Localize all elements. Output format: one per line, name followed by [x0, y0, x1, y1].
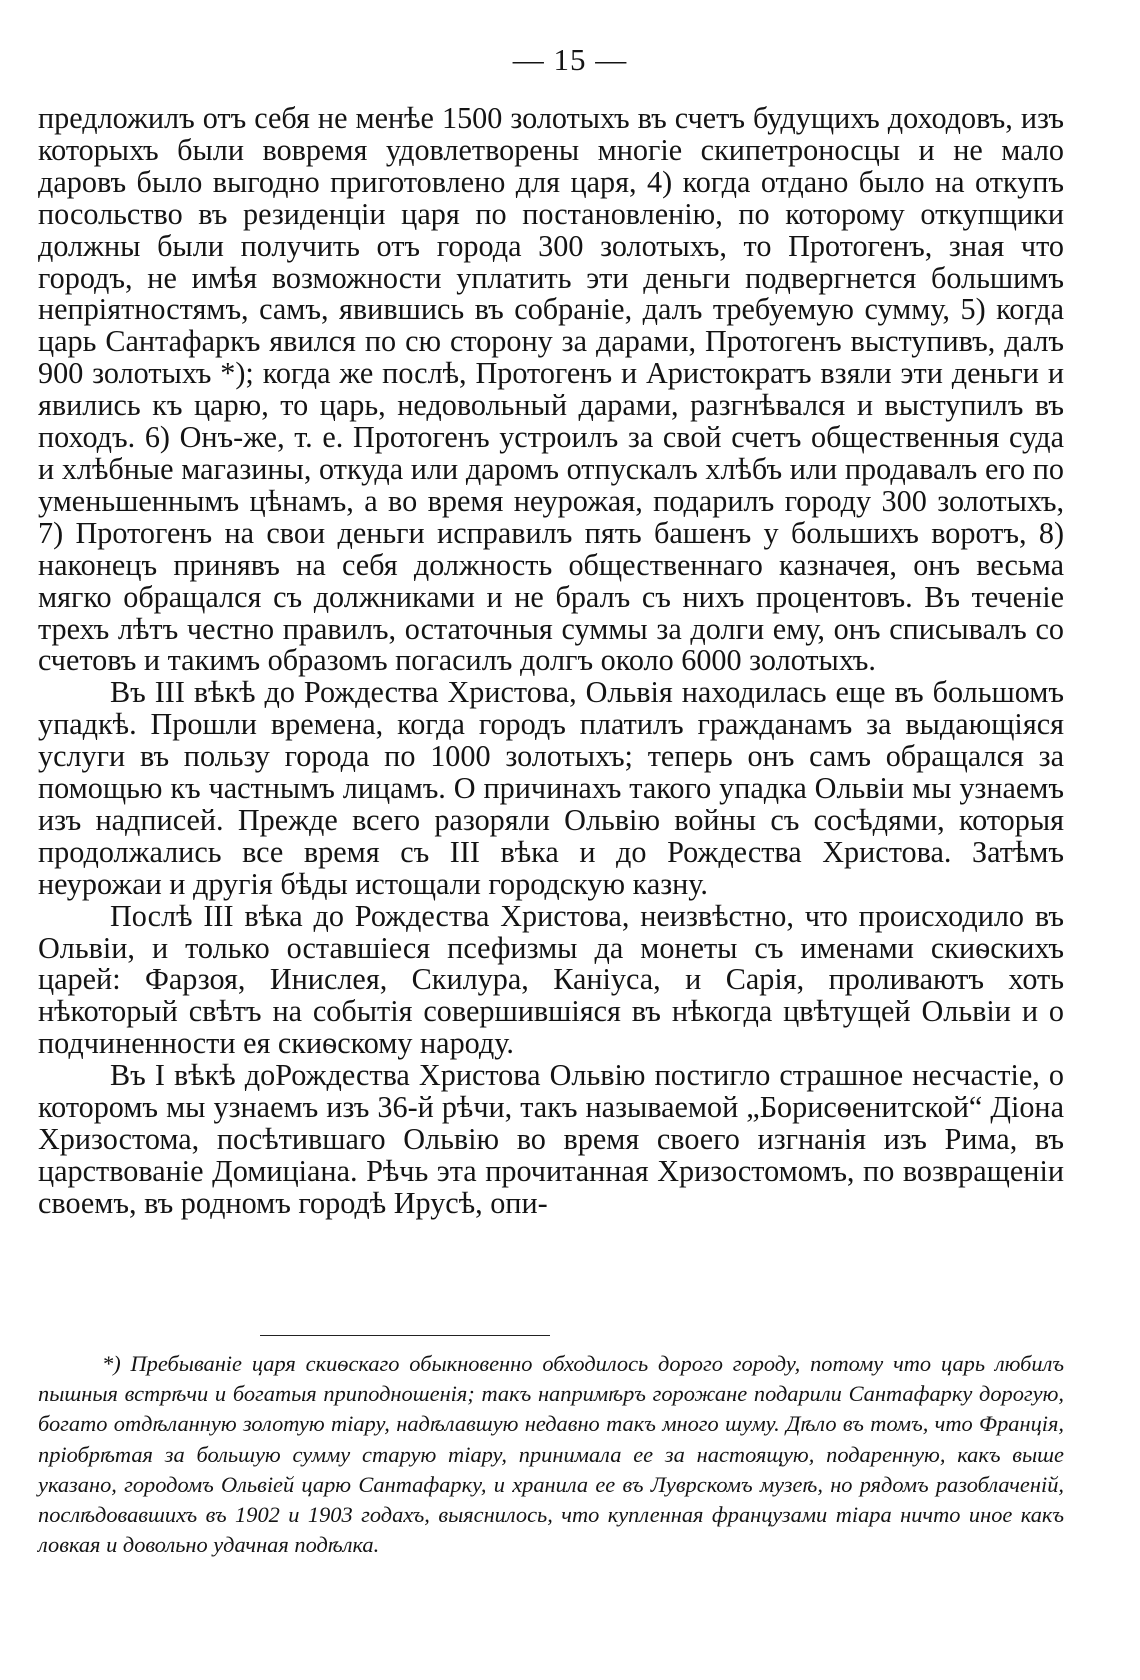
footnote — [38, 1349, 1064, 1560]
footnote-text: *) Пребываніе царя скиѳскаго обыкновенно обходилось дорого городу, потому что царь любилъ пышныя встрѣчи и богатыя приподношенія; такъ напримѣръ горожане подарили Сантафарку дорогую, богато отдѣланную золотую тіару, надѣлавшую недавно такъ много шуму. Дѣло въ томъ, что Франція, пріобрѣтая за большую сумму старую тіару, принимала ее за настоящую, подаренную, какъ выше указано, городомъ Ольвіей царю Сантафарку, и хранила ее въ Луврскомъ музеѣ, но рядомъ разоблаченій, послѣдовавшихъ въ 1902 и 1903 годахъ, выяснилось, что купленная французами тіара ничто иное какъ ловкая и довольно удачная подѣлка. — [38, 1351, 1064, 1558]
paragraph-1: предложилъ отъ себя не менѣе 1500 золотыхъ въ счетъ будущихъ доходовъ, изъ которыхъ были вовремя удовлетворены многіе скипетроносцы и не мало даровъ было выгодно приготовлено для царя, 4) когда отдано было на откупъ посольство въ резиденціи царя по постановленію, по которому откупщики должны были получить отъ города 300 золотыхъ, то Протогенъ, зная что городъ, не имѣя возможности уплатить эти деньги подвергнется большимъ непріятностямъ, самъ, явившись въ собраніе, далъ требуемую сумму, 5) когда царь Сантафаркъ явился по сю сторону за дарами, Протогенъ выступивъ, далъ 900 золотыхъ *); когда же послѣ, Протогенъ и Аристократъ взяли эти деньги и явились къ царю, то царь, недовольный дарами, разгнѣвался и выступилъ въ походъ. 6) Онъ-же, т. е. Протогенъ устроилъ за свой счетъ общественныя суда и хлѣбные магазины, откуда или даромъ отпускалъ хлѣбъ или продавалъ его по уменьшеннымъ цѣнамъ, а во время неурожая, подарилъ городу 300 золотыхъ, 7) Протогенъ на свои деньги исправилъ пять башенъ у большихъ воротъ, 8) наконецъ принявъ на себя должность общественнаго казначея, онъ весьма мягко обращался съ должниками и не бралъ съ нихъ процентовъ. Въ теченіе трехъ лѣтъ честно правилъ, остаточныя суммы за долги ему, онъ списывалъ со счетовъ и такимъ образомъ погасилъ долгъ около 6000 золотыхъ. — [38, 101, 1064, 678]
footnote-divider — [260, 1335, 550, 1336]
page-number: — 15 — — [512, 42, 628, 77]
paragraph-4: Въ I вѣкѣ доРождества Христова Ольвію постигло страшное несчастіе, о которомъ мы узнаемъ изъ 36-й рѣчи, такъ называемой „Борисѳенитской“ Діона Хризостома, посѣтившаго Ольвію во время своего изгнанія изъ Рима, въ царствованіе Домиціана. Рѣчь эта прочитанная Хризостомомъ, по возвращеніи своемъ, въ родномъ городѣ Ирусѣ, опи- — [38, 1058, 1064, 1220]
main-text — [38, 103, 1064, 1220]
paragraph-3: Послѣ III вѣка до Рождества Христова, неизвѣстно, что происходило въ Ольвіи, и только оставшіеся псефизмы да монеты съ именами скиѳскихъ царей: Фарзоя, Инислея, Скилура, Каніуса, и Сарія, проливаютъ хоть нѣкоторый свѣтъ на событія совершившіяся въ нѣкогда цвѣтущей Ольвіи и о подчиненности ея скиѳскому народу. — [38, 898, 1064, 1061]
paragraph-2: Въ III вѣкѣ до Рождества Христова, Ольвія находилась еще въ большомъ упадкѣ. Прошли времена, когда городъ платилъ гражданамъ за выдающіяся услуги въ пользу города по 1000 золотыхъ; теперь онъ самъ обращался за помощью къ частнымъ лицамъ. О причинахъ такого упадка Ольвіи мы узнаемъ изъ надписей. Прежде всего разоряли Ольвію войны съ сосѣдями, которыя продолжались все время съ III вѣка и до Рождества Христова. Затѣмъ неурожаи и другія бѣды истощали городскую казну. — [38, 675, 1064, 901]
